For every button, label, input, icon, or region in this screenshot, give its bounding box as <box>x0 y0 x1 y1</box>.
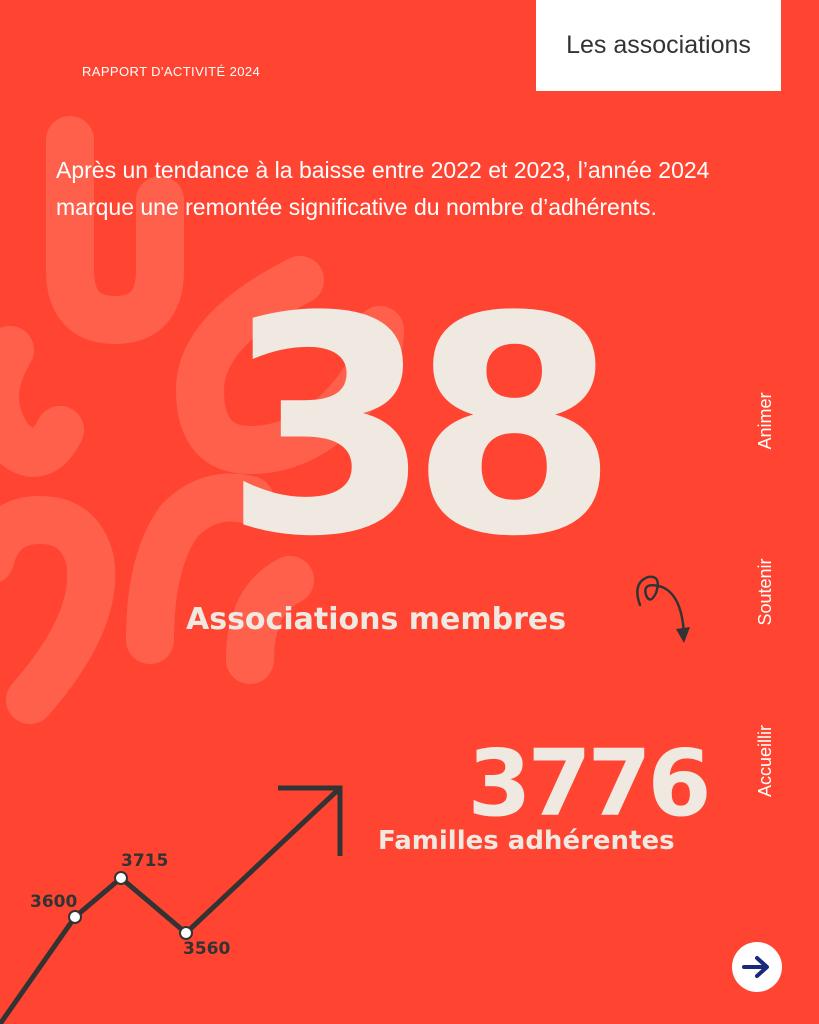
trend-point <box>180 927 192 939</box>
side-nav-animer[interactable]: Animer <box>755 392 775 450</box>
trend-point <box>69 911 81 923</box>
side-nav-accueillir[interactable]: Accueillir <box>755 724 775 798</box>
trend-point-label: 3715 <box>121 851 169 871</box>
report-label: RAPPORT D'ACTIVITÉ 2024 <box>82 64 261 79</box>
families-count: 3776 <box>467 730 708 837</box>
section-tab[interactable] <box>536 0 781 91</box>
trend-point <box>115 872 127 884</box>
associations-label: Associations membres <box>186 602 567 637</box>
side-nav-soutenir[interactable]: Soutenir <box>755 558 775 626</box>
arrow-right-icon <box>742 955 772 979</box>
next-page-button[interactable] <box>732 942 782 992</box>
families-label: Familles adhérentes <box>378 826 675 856</box>
trend-point-label: 3600 <box>30 892 78 912</box>
section-title: Les associations <box>566 31 751 59</box>
associations-count: 38 <box>223 253 597 602</box>
trend-point-label: 3560 <box>183 939 231 959</box>
intro-text: Après un tendance à la baisse entre 2022 et 2023, l’année 2024 marque une remontée significative du nombre d’adhérents. <box>56 157 710 220</box>
trend-chart <box>0 770 360 1024</box>
curly-arrow-down-icon <box>628 565 698 650</box>
